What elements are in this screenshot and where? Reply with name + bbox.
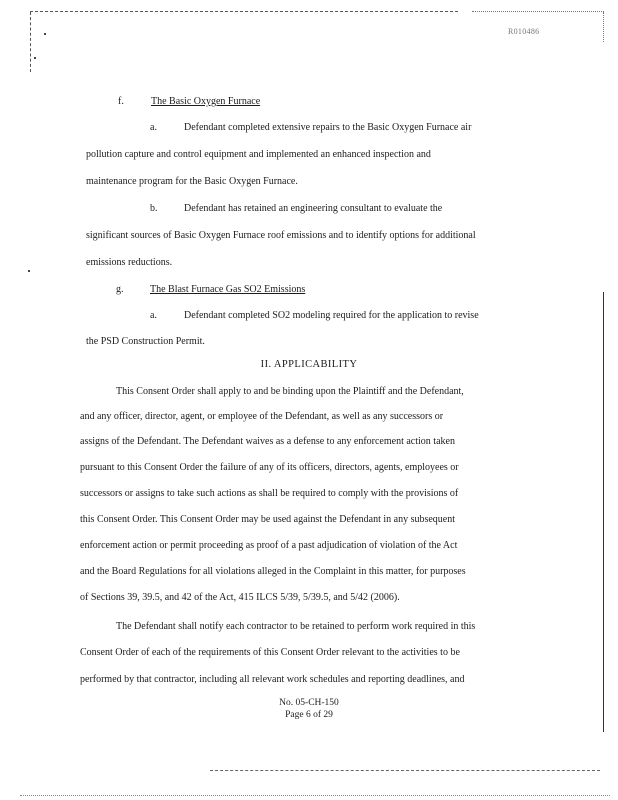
scan-border [603,292,604,732]
item-g-a-line: Defendant completed SO2 modeling required for the application to revise [184,310,479,321]
item-f-a-line: pollution capture and control equipment and implemented an enhanced inspection and [86,149,431,160]
page-number: Page 6 of 29 [285,710,333,720]
scan-border [472,11,604,12]
item-f-number: f. [118,96,124,107]
paragraph-line: successors or assigns to take such actions as shall be required to comply with the provisions of [80,488,459,499]
item-f-a-line: Defendant completed extensive repairs to the Basic Oxygen Furnace air [184,122,472,133]
paragraph-line: and any officer, director, agent, or employee of the Defendant, as well as any successors or [80,411,444,422]
item-g-a-line: the PSD Construction Permit. [86,336,205,347]
scan-border [30,11,458,12]
case-number: No. 05-CH-150 [279,698,339,708]
scan-border [603,12,604,42]
scan-border [30,12,31,72]
paragraph-line: of Sections 39, 39.5, and 42 of the Act, 415 ILCS 5/39, 5/39.5, and 5/42 (2006). [80,592,400,603]
item-f-a-number: a. [150,122,157,133]
paragraph-line: pursuant to this Consent Order the failure of any of its officers, directors, agents, employees or [80,462,459,473]
item-g-number: g. [116,284,124,295]
item-f-b-number: b. [150,203,158,214]
paragraph-line: performed by that contractor, including all relevant work schedules and reporting deadlines, and [80,674,465,685]
paragraph-line: assigns of the Defendant. The Defendant waives as a defense to any enforcement action taken [80,436,455,447]
item-g-a-number: a. [150,310,157,321]
scan-speck [34,57,36,59]
item-g-title: The Blast Furnace Gas SO2 Emissions [150,284,306,295]
paragraph-line: this Consent Order. This Consent Order may be used against the Defendant in any subsequent [80,514,456,525]
paragraph-line: This Consent Order shall apply to and be binding upon the Plaintiff and the Defendant, [116,386,464,397]
paragraph-line: Consent Order of each of the requirements of this Consent Order relevant to the activities to be [80,647,460,658]
paragraph-line: The Defendant shall notify each contractor to be retained to perform work required in this [116,621,476,632]
section-heading: II. APPLICABILITY [260,359,358,370]
item-f-a-line: maintenance program for the Basic Oxygen Furnace. [86,176,298,187]
item-f-b-line: emissions reductions. [86,257,173,268]
scan-speck [28,270,30,272]
item-f-b-line: Defendant has retained an engineering consultant to evaluate the [184,203,443,214]
scan-border [210,770,600,771]
paragraph-line: and the Board Regulations for all violations alleged in the Complaint in this matter, for purposes [80,566,466,577]
item-f-b-line: significant sources of Basic Oxygen Furnace roof emissions and to identify options for additional [86,230,476,241]
scan-border [20,795,610,796]
item-f-title: The Basic Oxygen Furnace [151,96,261,107]
bates-number: R010486 [508,27,540,36]
paragraph-line: enforcement action or permit proceeding as proof of a past adjudication of violation of the Act [80,540,458,551]
scan-speck [44,33,46,35]
